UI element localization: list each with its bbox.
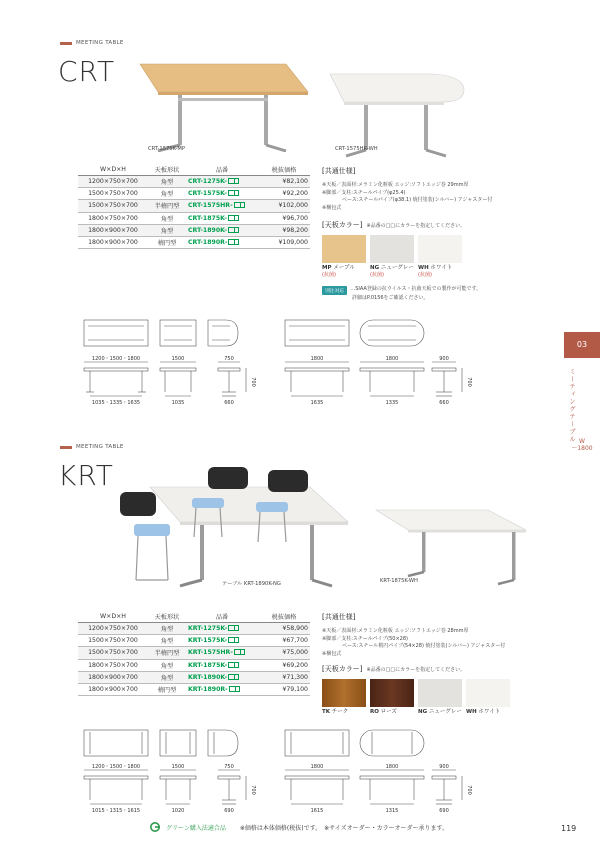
table-row: 1200×750×700 角型 CRT-1275K- ¥82,100 bbox=[78, 176, 310, 188]
svg-text:1800: 1800 bbox=[385, 764, 399, 770]
svg-text:1035・1335・1635: 1035・1335・1635 bbox=[91, 400, 141, 406]
crt-spec-title: [共通仕様] bbox=[322, 167, 356, 175]
krt-dimension-drawings bbox=[70, 724, 490, 816]
krt-price-table bbox=[78, 610, 310, 696]
krt-color-title: [天板カラー] bbox=[322, 665, 363, 673]
svg-text:1020: 1020 bbox=[171, 808, 185, 814]
footer bbox=[150, 822, 448, 832]
svg-text:1200・1500・1800: 1200・1500・1800 bbox=[91, 356, 141, 362]
krt-section-label: MEETING TABLE bbox=[60, 444, 124, 450]
svg-text:1035: 1035 bbox=[171, 400, 185, 406]
svg-text:750: 750 bbox=[224, 356, 234, 362]
chapter-width-label: W 〜1800 bbox=[571, 438, 593, 452]
crt-photo-left bbox=[128, 52, 318, 152]
swatch-wh: WH ホワイト (抗菌) bbox=[418, 235, 462, 278]
col-shape: 天板形状 bbox=[148, 610, 186, 623]
svg-text:900: 900 bbox=[439, 356, 449, 362]
svg-text:700: 700 bbox=[250, 377, 256, 387]
swatch-tk: TK チーク bbox=[322, 679, 366, 715]
swatch-ng: NG ニューグレー (抗菌) bbox=[370, 235, 414, 278]
swatch-ro: RO ローズ bbox=[370, 679, 414, 715]
svg-text:750: 750 bbox=[224, 764, 234, 770]
green-purchase-icon bbox=[150, 822, 164, 832]
table-row: 1800×900×700 楕円型 KRT-1890R- ¥79,100 bbox=[78, 683, 310, 695]
svg-text:900: 900 bbox=[439, 764, 449, 770]
chapter-tab: 03 bbox=[564, 332, 600, 358]
col-size: W×D×H bbox=[78, 163, 148, 176]
svg-text:1635: 1635 bbox=[310, 400, 324, 406]
krt-spec-title: [共通仕様] bbox=[322, 613, 356, 621]
swatch-mp: MP メープル (抗菌) bbox=[322, 235, 366, 278]
col-model: 品番 bbox=[186, 610, 258, 623]
table-row: 1800×900×700 角型 KRT-1890K- ¥71,300 bbox=[78, 671, 310, 683]
svg-text:1335: 1335 bbox=[385, 400, 399, 406]
table-row: 1500×750×700 角型 KRT-1575K- ¥67,700 bbox=[78, 635, 310, 647]
swatch-wh: WH ホワイト bbox=[466, 679, 510, 715]
krt-photo-right-caption: KRT-1875K-WH bbox=[380, 578, 418, 584]
chapter-vertical-label: ミーティングテーブル bbox=[568, 368, 576, 443]
krt-title: KRT bbox=[58, 459, 114, 492]
crt-price-table bbox=[78, 163, 310, 249]
crt-dimension-drawings bbox=[70, 312, 490, 412]
svg-text:660: 660 bbox=[439, 400, 449, 406]
page-number: 119 bbox=[561, 824, 577, 833]
crt-spec-block: [共通仕様] ※天板／表面材:メラミン化粧板 エッジ:ソフトエッジ巻 29mm厚 ※脚部／支柱:スチールパイプ(φ25.4) ベース:スチールパイプ(φ38.1) 焼付塗装(シルバー) アジャスター付 ※梱包式 [天板カラー] ※品番の□□にカラーを指定してください。 MP メープル (抗菌) NG ニューグレー (抗菌) WH ホワイト (抗菌) 別注対応 …SIAA登録の抗ウイルス・抗菌天板での製作が可能です。 詳細はP.0156をご確認ください。 bbox=[322, 166, 552, 302]
table-row: 1500×750×700 角型 CRT-1575K- ¥92,200 bbox=[78, 188, 310, 200]
krt-photo-left bbox=[110, 462, 360, 592]
table-row: 1500×750×700 半楕円型 KRT-1575HR- ¥75,000 bbox=[78, 647, 310, 659]
col-model: 品番 bbox=[186, 163, 258, 176]
footer-green-label: グリーン購入法適合品 bbox=[166, 824, 226, 832]
svg-text:690: 690 bbox=[439, 808, 449, 814]
svg-text:1315: 1315 bbox=[385, 808, 399, 814]
col-shape: 天板形状 bbox=[148, 163, 186, 176]
svg-text:660: 660 bbox=[224, 400, 234, 406]
krt-photo-right bbox=[368, 496, 538, 586]
svg-text:1800: 1800 bbox=[310, 356, 324, 362]
swatch-ng: NG ニューグレー bbox=[418, 679, 462, 715]
svg-text:1500: 1500 bbox=[171, 356, 185, 362]
svg-text:700: 700 bbox=[250, 785, 256, 795]
table-row: 1800×750×700 角型 CRT-1875K- ¥96,700 bbox=[78, 212, 310, 224]
col-size: W×D×H bbox=[78, 610, 148, 623]
crt-photo-right bbox=[322, 60, 472, 160]
svg-text:1200・1500・1800: 1200・1500・1800 bbox=[91, 764, 141, 770]
crt-photo-right-caption: CRT-1575HR-WH bbox=[335, 146, 378, 152]
col-price: 税抜価格 bbox=[258, 163, 310, 176]
table-row: 1500×750×700 半楕円型 CRT-1575HR- ¥102,000 bbox=[78, 200, 310, 212]
table-row: 1800×750×700 角型 KRT-1875K- ¥69,200 bbox=[78, 659, 310, 671]
crt-color-title: [天板カラー] bbox=[322, 221, 363, 229]
footer-note: ※価格は本体価格(税抜)です。 ※サイズオーダー・カラーオーダー承ります。 bbox=[239, 824, 449, 832]
svg-text:1015・1315・1615: 1015・1315・1615 bbox=[91, 808, 141, 814]
crt-title: CRT bbox=[58, 55, 116, 88]
svg-text:690: 690 bbox=[224, 808, 234, 814]
svg-text:1800: 1800 bbox=[385, 356, 399, 362]
table-row: 1200×750×700 角型 KRT-1275K- ¥58,900 bbox=[78, 623, 310, 635]
crt-order-badge: 別注対応 bbox=[322, 286, 347, 295]
crt-section-label: MEETING TABLE bbox=[60, 40, 124, 46]
crt-photo-left-caption: CRT-1575K-MP bbox=[148, 146, 185, 152]
krt-spec-block: [共通仕様] ※天板／表面材:メラミン化粧板 エッジ:ソフトエッジ巻 28mm厚 ※脚部／支柱:スチールパイプ(50×28) ベース:スチール楕円パイプ(54×28) 焼付塗装(シルバー) アジャスター付 ※梱包式 [天板カラー] ※品番の□□にカラーを指定してください。 TK チーク RO ローズ NG ニューグレー WH ホワイト bbox=[322, 612, 552, 715]
table-row: 1800×900×700 角型 CRT-1890K- ¥98,200 bbox=[78, 224, 310, 236]
col-price: 税抜価格 bbox=[258, 610, 310, 623]
svg-text:700: 700 bbox=[466, 377, 472, 387]
svg-text:700: 700 bbox=[466, 785, 472, 795]
svg-text:1500: 1500 bbox=[171, 764, 185, 770]
krt-photo-left-caption: テーブル KRT-1890K-NG bbox=[222, 581, 281, 587]
svg-text:1615: 1615 bbox=[310, 808, 324, 814]
table-row: 1800×900×700 楕円型 CRT-1890R- ¥109,000 bbox=[78, 236, 310, 248]
svg-text:1800: 1800 bbox=[310, 764, 324, 770]
